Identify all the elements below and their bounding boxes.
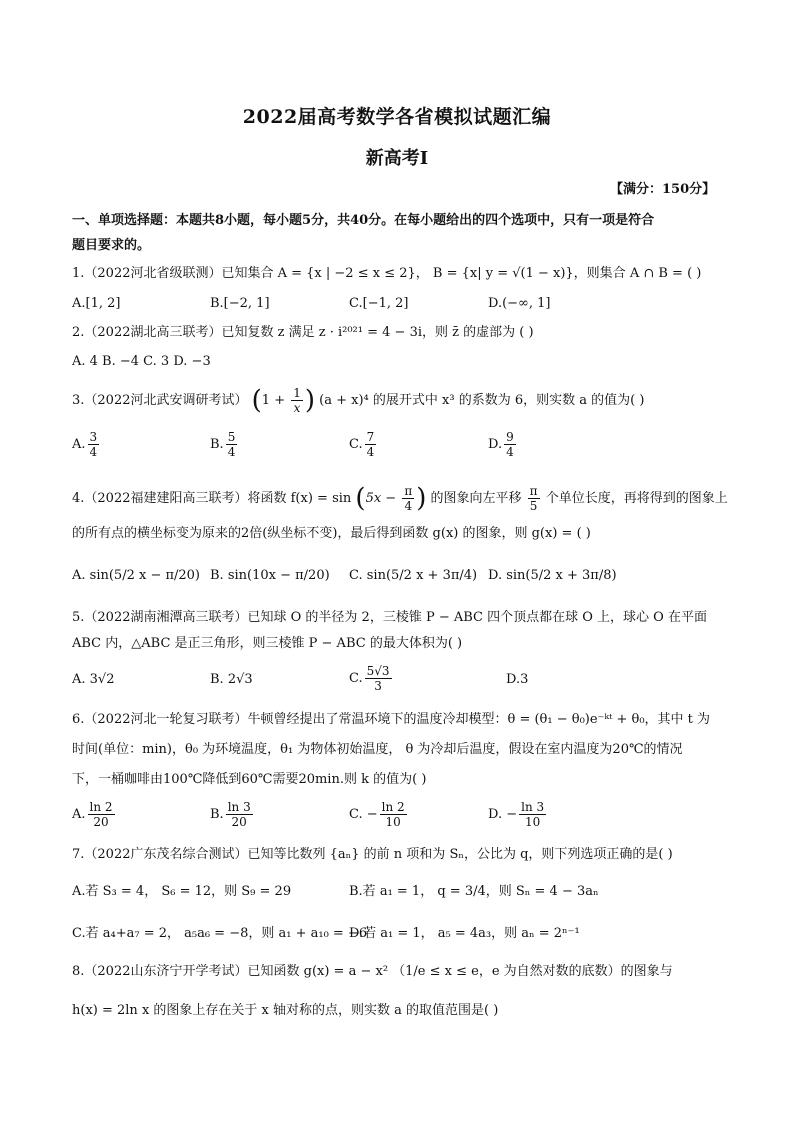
question-7-stem: 7.（2022广东茂名综合测试）已知等比数列 {aₙ} 的前 n 项和为 Sₙ，公比为 q，则下列选项正确的是( )	[72, 847, 673, 862]
question-6-option-d: D. − $\frac{\ln 3}{10}$	[488, 800, 545, 829]
question-4-line2: 的所有点的横坐标变为原来的2倍(纵坐标不变)，最后得到函数 g(x) 的图象，则 g(x) = ( )	[72, 526, 591, 541]
question-3-option-c: C. $\frac{7}{4}$	[349, 430, 375, 459]
question-3-option-a: A. $\frac{3}{4}$	[72, 430, 98, 459]
question-5-line2: ABC 内，△ABC 是正三角形，则三棱锥 P − ABC 的最大体积为( )	[72, 636, 463, 651]
question-6-option-b: B. $\frac{\ln 3}{20}$	[210, 800, 251, 829]
question-8-line1: 8.（2022山东济宁开学考试）已知函数 g(x) = a − x² （1/e ≤ x ≤ e，e 为自然对数的底数）的图象与	[72, 964, 673, 979]
question-2-options: A. 4 B. −4 C. 3 D. −3	[72, 354, 211, 369]
question-5-option-b: B. 2√3	[210, 672, 253, 687]
question-3-mid: (a + x)⁴ 的展开式中 x³ 的系数为 6，则实数 a 的值为( )	[319, 393, 645, 408]
question-4-line1: 4.（2022福建建阳高三联考）将函数 f(x) = sin (5x − $\frac{\pi}{4}$ ) 的图象向左平移 $\frac{\pi}{5}$ 个单位长度，再将得到的图象上	[72, 483, 728, 514]
question-6-option-a: A. $\frac{\ln 2}{20}$	[72, 800, 113, 829]
question-7-option-b: B.若 a₁ = 1， q = 3/4，则 Sₙ = 4 − 3aₙ	[349, 884, 599, 899]
question-6-line1: 6.（2022河北一轮复习联考）牛顿曾经提出了常温环境下的温度冷却模型：θ = (θ₁ − θ₀)e⁻ᵏᵗ + θ₀，其中 t 为	[72, 712, 711, 727]
right-paren-glyph: )	[304, 385, 316, 416]
one-over-x: $\frac{1}{x}$	[293, 386, 301, 415]
question-4-option-d: D. sin(5/2 x + 3π/8)	[488, 568, 617, 583]
question-1-option-c: C.[−1, 2]	[349, 296, 409, 311]
page-title: 2022届高考数学各省模拟试题汇编	[242, 106, 552, 128]
question-5-option-a: A. 3√2	[72, 672, 115, 687]
section-heading-line2: 题目要求的。	[72, 238, 151, 253]
question-2-stem: 2.（2022湖北高三联考）已知复数 z 满足 z · i²⁰²¹ = 4 − 3i，则 z̄ 的虚部为 ( )	[72, 325, 534, 340]
question-1-option-a: A.[1, 2]	[72, 296, 121, 311]
question-6-option-c: C. − $\frac{\ln 2}{10}$	[349, 800, 405, 829]
question-7-option-a: A.若 S₃ = 4， S₆ = 12，则 S₉ = 29	[72, 884, 292, 899]
question-4-option-c: C. sin(5/2 x + 3π/4)	[349, 568, 478, 583]
page-subtitle: 新高考I	[365, 148, 429, 169]
section-heading-line1: 一、单项选择题：本题共8小题，每小题5分，共40分。在每小题给出的四个选项中，只有一项是符合	[72, 213, 655, 228]
question-5-option-c: C. $\frac{5√3}{3}$	[349, 664, 390, 693]
question-1-option-d: D.(−∞, 1]	[488, 296, 551, 311]
question-1-stem: 1.（2022河北省级联测）已知集合 A = {x | −2 ≤ x ≤ 2}， B = {x| y = √(1 − x)}，则集合 A ∩ B = ( )	[72, 266, 702, 281]
question-4-option-b: B. sin(10x − π/20)	[210, 568, 330, 583]
question-3-option-d: D. $\frac{9}{4}$	[488, 430, 514, 459]
score-label: 【满分：150分】	[610, 182, 716, 197]
question-6-line2: 时间(单位：min)，θ₀ 为环境温度，θ₁ 为物体初始温度， θ 为冷却后温度，假设在室内温度为20℃的情况	[72, 742, 683, 757]
question-5-option-d: D.3	[506, 672, 529, 687]
question-8-line2: h(x) = 2ln x 的图象上存在关于 x 轴对称的点，则实数 a 的取值范围是( )	[72, 1003, 499, 1018]
question-3-prefix: 3.（2022河北武安调研考试）	[72, 393, 248, 408]
question-7-option-c: C.若 a₄+a₇ = 2， a₅a₆ = −8，则 a₁ + a₁₀ = −6	[72, 926, 368, 941]
question-3-stem: 3.（2022河北武安调研考试） (1 + $\frac{1}{x}$ ) (a + x)⁴ 的展开式中 x³ 的系数为 6，则实数 a 的值为( )	[72, 385, 645, 416]
question-7-option-d: D.若 a₁ = 1， a₅ = 4a₃，则 aₙ = 2ⁿ⁻¹	[349, 926, 580, 941]
question-3-option-b: B. $\frac{5}{4}$	[210, 430, 236, 459]
question-6-line3: 下，一桶咖啡由100℃降低到60℃需要20min.则 k 的值为( )	[72, 772, 427, 787]
question-1-option-b: B.[−2, 1]	[210, 296, 270, 311]
left-paren-glyph: (	[251, 385, 262, 416]
question-5-line1: 5.（2022湖南湘潭高三联考）已知球 O 的半径为 2，三棱锥 P − ABC 四个顶点都在球 O 上，球心 O 在平面	[72, 610, 707, 625]
question-4-option-a: A. sin(5/2 x − π/20)	[72, 568, 201, 583]
